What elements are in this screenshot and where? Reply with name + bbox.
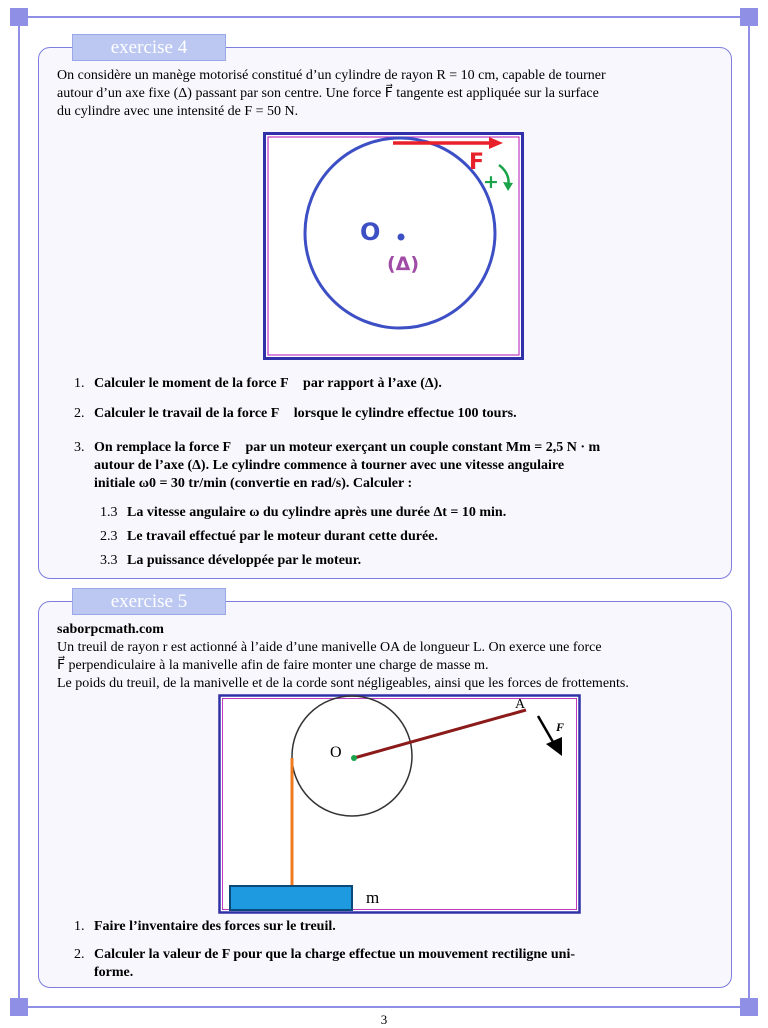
sub-question-1-3-number: 1.3	[100, 505, 118, 520]
force-label: F	[469, 150, 485, 175]
sub-question-3-3-text: La puissance développée par le moteur.	[127, 553, 362, 568]
frame-corner-tr	[740, 8, 758, 26]
question-1-number: 1.	[74, 376, 85, 391]
exercise-5-figure	[218, 694, 581, 914]
question-3-line-1: On remplace la force F⃗ par un moteur exerçant un couple constant Mm = 2,5 N · m	[94, 440, 601, 455]
intro-line-1: Un treuil de rayon r est actionné à l’aide d’une manivelle OA de longueur L. On exerce une force	[57, 640, 602, 655]
intro-line-2: F⃗ perpendiculaire à la manivelle afin de faire monter une charge de masse m.	[57, 658, 489, 673]
load-block	[230, 886, 352, 910]
frame-line-right	[748, 26, 750, 998]
question-2-number: 2.	[74, 406, 85, 421]
exercise-4-intro	[57, 67, 713, 121]
question-1	[74, 375, 714, 393]
page-number: 3	[380, 1012, 388, 1027]
rotation-label: +	[483, 171, 499, 193]
question-3	[74, 439, 714, 493]
question-3-number: 3.	[74, 440, 85, 455]
question-1-text: Calculer le moment de la force F⃗ par rapport à l’axe (Δ).	[94, 376, 442, 391]
sub-question-2-3	[100, 528, 717, 546]
question-3-line-3: initiale ω0 = 30 tr/min (convertie en rad/s). Calculer :	[94, 476, 413, 491]
center-dot	[351, 755, 357, 761]
sub-question-3-3-number: 3.3	[100, 553, 118, 568]
center-label: O	[330, 744, 342, 761]
center-label: O	[360, 218, 381, 246]
sub-question-1-3-text: La vitesse angulaire ω du cylindre après une durée Δt = 10 min.	[127, 505, 507, 520]
ex5-question-2-line-1: Calculer la valeur de F pour que la charge effectue un mouvement rectiligne uni-	[94, 947, 576, 962]
intro-line-1: On considère un manège motorisé constitué d’un cylindre de rayon R = 10 cm, capable de tourner	[57, 68, 606, 83]
ex5-question-1-number: 1.	[74, 919, 85, 934]
question-2-text: Calculer le travail de la force F⃗ lorsque le cylindre effectue 100 tours.	[94, 406, 517, 421]
ex5-question-2-number: 2.	[74, 947, 85, 962]
frame-corner-tl	[10, 8, 28, 26]
axis-label: (Δ)	[387, 253, 420, 275]
sub-question-3-3	[100, 552, 717, 570]
intro-line-3: Le poids du treuil, de la manivelle et de la corde sont négligeables, ainsi que les forces de frottements.	[57, 676, 629, 691]
frame-line-left	[18, 26, 20, 998]
intro-line-3: du cylindre avec une intensité de F = 50 N.	[57, 104, 299, 119]
ex5-question-1-text: Faire l’inventaire des forces sur le treuil.	[94, 919, 336, 934]
sub-question-1-3	[100, 504, 717, 522]
exercise-4-tab: exercise 4	[72, 34, 226, 61]
frame-line-bottom	[28, 1006, 740, 1008]
sub-question-2-3-text: Le travail effectué par le moteur durant cette durée.	[127, 529, 438, 544]
site-name: saborpcmath.com	[57, 622, 164, 637]
point-a-label: A	[515, 697, 526, 712]
exercise-5-intro	[57, 621, 713, 693]
question-2	[74, 405, 714, 423]
intro-line-2: autour d’un axe fixe (Δ) passant par son centre. Une force F⃗ tangente est appliquée sur la surface	[57, 86, 599, 101]
mass-label: m	[366, 888, 380, 907]
question-3-line-2: autour de l’axe (Δ). Le cylindre commence à tourner avec une vitesse angulaire	[94, 458, 565, 473]
ex5-question-1	[74, 918, 714, 936]
sub-question-2-3-number: 2.3	[100, 529, 118, 544]
exercise-4-figure	[263, 132, 524, 360]
ex5-question-2-line-2: forme.	[94, 965, 134, 980]
exercise-5-tab: exercise 5	[72, 588, 226, 615]
frame-line-top	[28, 16, 740, 18]
ex5-question-2	[74, 946, 714, 982]
force-label: F⃗	[556, 720, 574, 734]
center-dot	[398, 234, 405, 241]
